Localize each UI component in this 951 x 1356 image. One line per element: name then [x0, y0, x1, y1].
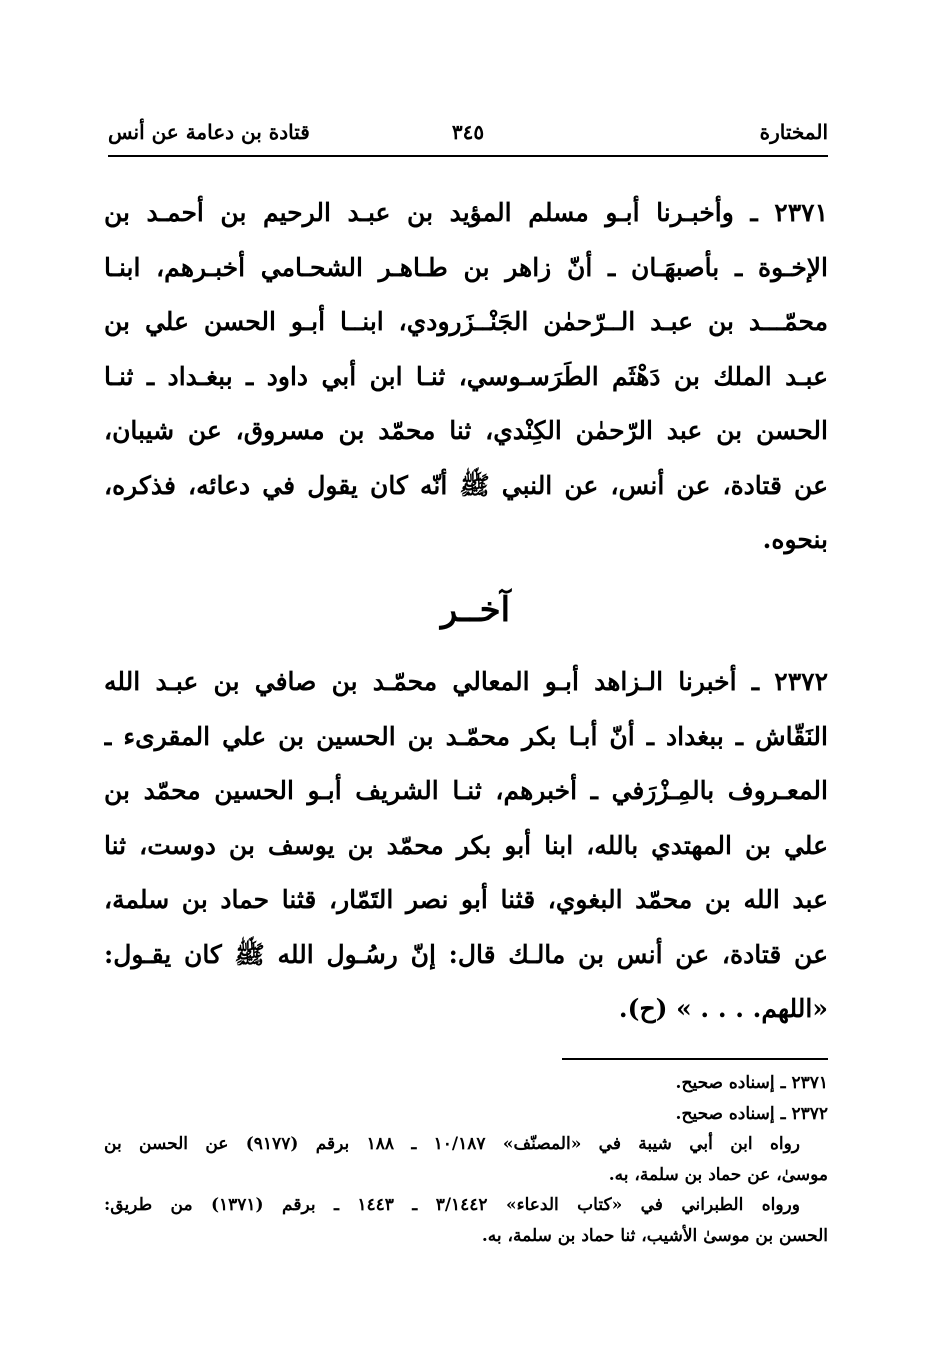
hadith-2372-line: عبد الله بن محمّد البغوي، قثنا أبو نصر التَمّار، قثنا حماد بن سلمة،	[104, 885, 828, 914]
hadith-2371-line: الإخـوة ـ بأصبهَـان ـ أنّ زاهر بن طـاهـر الشحـامي أخبـرهم، ابنـا	[104, 252, 828, 282]
section-title: آخــر	[440, 590, 511, 630]
hadith-2371-line: بنحوه.	[762, 525, 828, 554]
hadith-2371	[104, 186, 828, 568]
chapter-title: قتادة بن دعامة عن أنس	[108, 120, 310, 144]
footnote-line: ورواه الطبراني في «كتاب الدعاء» ٣/١٤٤٢ ـ ١٤٤٣ ـ برقم (١٣٧١) من طريق:	[104, 1195, 800, 1215]
hadith-2371-line: ٢٣٧١ ـ وأخبـرنا أبـو مسلم المؤيد بن عبـد الرحيم بن أحمـد بن	[104, 198, 828, 227]
hadith-2372-line: النَقّاش ـ ببغداد ـ أنّ أبـا بكر محمّـد بن الحسين بن علي المقرىء ـ	[104, 721, 828, 751]
hadith-2372-line: المعـروف بالمِـزْرَفي ـ أخبرهم، ثنـا الشريف أبـو الحسين محمّد بن	[104, 776, 828, 805]
hadith-2371-line: عن قتادة، عن أنس، عن النبي ﷺ أنّه كان يقول في دعائه، فذكره،	[104, 470, 828, 500]
hadith-2372-line: ٢٣٧٢ ـ أخبرنا الـزاهد أبـو المعالي محمّـد بن صافي بن عبـد الله	[104, 667, 828, 696]
hadith-2372-line: عن قتادة، عن أنس بن مالـك قال: إنّ رسُـول الله ﷺ كان يقـول:	[104, 939, 828, 969]
hadith-2372-line: «اللهم. . . . » (ح).	[618, 994, 828, 1023]
book-title: المختارة	[759, 120, 828, 144]
footnote-line: رواه ابن أبي شيبة في «المصنّف» ١٠/١٨٧ ـ ١٨٨ برقم (٩١٧٧) عن الحسن بن	[104, 1134, 800, 1154]
footnote-divider	[562, 1058, 828, 1060]
footnote-line: موسىٰ، عن حماد بن سلمة، به.	[608, 1164, 828, 1185]
hadith-2371-line: محمّـــد بن عبـد الــرّحمٰن الجَنْــزَرودي، ابنــا أبـو الحسن علي بن	[104, 307, 828, 336]
hadith-2372-line: علي بن المهتدي بالله، ابنا أبو بكر محمّد بن يوسف بن دوست، ثنا	[104, 830, 828, 860]
footnote-line: ٢٣٧٢ ـ إسناده صحيح.	[675, 1103, 828, 1124]
hadith-2371-line: عبـد الملك بن دَهْثَم الطَرَسـوسي، ثنـا ابن أبي داود ـ ببغـداد ـ ثنـا	[104, 361, 828, 391]
hadith-2371-line: الحسن بن عبد الرّحمٰن الكِنْدي، ثنا محمّد بن مسروق، عن شيبان،	[104, 416, 828, 445]
hadith-2372	[104, 655, 828, 1037]
header-divider	[108, 155, 828, 157]
running-header	[108, 112, 828, 152]
footnotes	[104, 1068, 828, 1251]
footnote-line: الحسن بن موسىٰ الأشيب، ثنا حماد بن سلمة، به.	[481, 1225, 828, 1246]
page-number: ٣٤٥	[451, 120, 485, 144]
footnote-line: ٢٣٧١ ـ إسناده صحيح.	[675, 1073, 828, 1093]
